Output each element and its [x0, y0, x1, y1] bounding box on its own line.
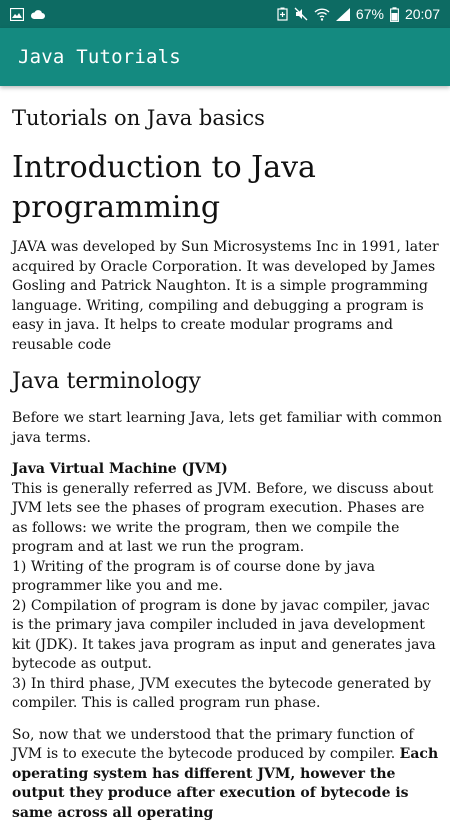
app-title: Java Tutorials [18, 46, 181, 68]
terminology-heading: Java terminology [12, 369, 201, 394]
app-bar [0, 28, 450, 86]
closing-bold-text: Each operating system has different JVM, however the output they produce after execution of bytecode is same across all operating [12, 746, 439, 821]
battery-icon [390, 7, 399, 22]
battery-percent: 67% [355, 6, 384, 22]
mute-icon [294, 7, 308, 21]
jvm-section [12, 460, 442, 714]
article-title: Introduction to Java programming [12, 150, 316, 225]
status-bar-right [277, 6, 440, 22]
wifi-icon [314, 8, 330, 21]
section-title: Tutorials on Java basics [12, 106, 265, 130]
article-content [12, 104, 442, 835]
signal-icon [336, 8, 350, 21]
jvm-step-2: 2) Compilation of program is done by javac compiler, javac is the primary java compiler included in java development kit (JDK). It takes java program as input and generates java bytecode as output. [12, 597, 436, 672]
jvm-step-1: 1) Writing of the program is of course done by java programmer like you and me. [12, 558, 376, 594]
image-icon [10, 8, 24, 21]
status-bar [0, 0, 450, 28]
terminology-intro: Before we start learning Java, lets get familiar with common java terms. [12, 410, 442, 446]
intro-paragraph: JAVA was developed by Sun Microsystems Inc in 1991, later acquired by Oracle Corporation. It was developed by James Gosling and Patrick Naughton. It is a simple programming language. Writing, compiling and debugging a program is easy in java. It helps to create modular programs and reusable code [12, 239, 439, 353]
battery-saver-icon [277, 7, 288, 21]
jvm-title: Java Virtual Machine (JVM) [12, 461, 228, 477]
jvm-description: This is generally referred as JVM. Before, we discuss about JVM lets see the phases of program execution. Phases are as follows: we write the program, then we compile the program and at last we run the program. [12, 480, 434, 555]
closing-paragraph [12, 726, 442, 824]
closing-text: So, now that we understood that the primary function of JVM is to execute the bytecode produced by compiler. [12, 726, 414, 762]
clock: 20:07 [404, 6, 440, 22]
cloud-icon [30, 9, 46, 20]
status-bar-left [10, 8, 46, 21]
jvm-step-3: 3) In third phase, JVM executes the bytecode generated by compiler. This is called program run phase. [12, 675, 432, 711]
